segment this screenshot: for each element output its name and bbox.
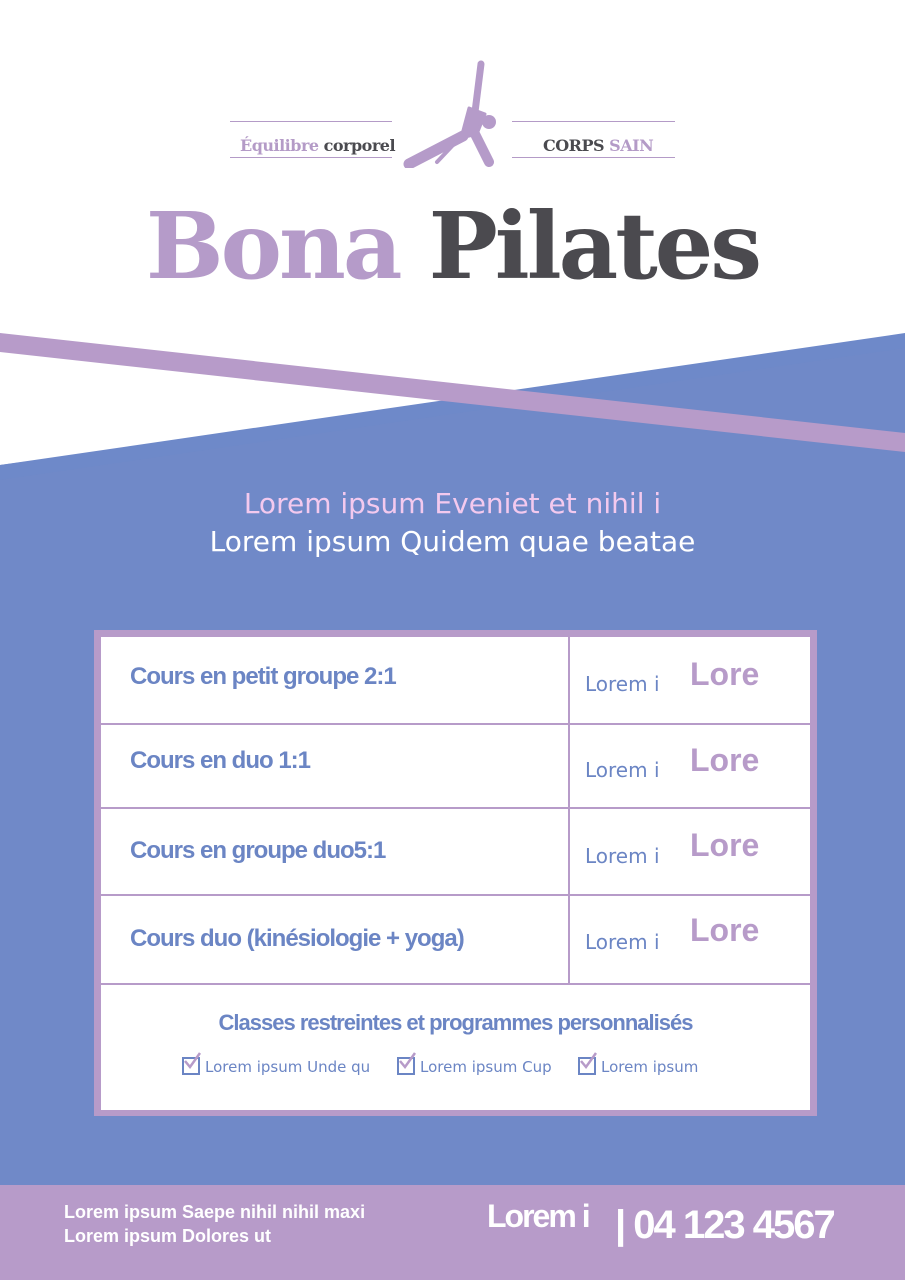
row-divider [101, 894, 810, 896]
row-price: Lore [690, 742, 760, 778]
checkbox-icon [578, 1057, 596, 1075]
row-price: Lore [690, 827, 760, 863]
tag-right-rest: CORPS [543, 136, 605, 155]
yoga-triangle-pose-icon [403, 60, 503, 168]
title-word-2: Pilates [428, 192, 760, 300]
row-divider [101, 723, 810, 725]
row-label: Cours en duo 1:1 [130, 747, 311, 774]
row-note: Lorem i [585, 672, 660, 696]
row-label: Cours duo (kinésiologie + yoga) [130, 925, 464, 952]
check-label: Lorem ipsum Cup [420, 1058, 552, 1076]
checkbox-icon [397, 1057, 415, 1075]
tag-left-rule-bottom [230, 157, 392, 158]
row-note: Lorem i [585, 930, 660, 954]
phone-number[interactable]: | 04 123 4567 [615, 1203, 834, 1247]
intro-line-2: Lorem ipsum Quidem quae beatae [209, 525, 696, 558]
row-price: Lore [690, 912, 760, 948]
tag-right-accent: SAIN [609, 136, 654, 155]
tag-right-rule-bottom [512, 157, 675, 158]
check-label: Lorem ipsum Unde qu [205, 1058, 371, 1076]
tag-right-rule-top [512, 121, 675, 122]
check-item [578, 1057, 698, 1075]
checkbox-icon [182, 1057, 200, 1075]
row-note: Lorem i [585, 758, 660, 782]
tag-left-rule-top [230, 121, 392, 122]
page-title [0, 192, 905, 300]
tag-left-accent: Équilibre [240, 136, 319, 155]
footer-call-label: Lorem i [487, 1198, 589, 1234]
check-item [397, 1057, 552, 1075]
check-label: Lorem ipsum [601, 1058, 699, 1076]
row-label: Cours en petit groupe 2:1 [130, 663, 396, 690]
footer-line-1: Lorem ipsum Saepe nihil nihil maxi [64, 1202, 366, 1222]
row-divider [101, 983, 810, 985]
pricing-table [101, 637, 810, 1110]
row-price: Lore [690, 656, 760, 692]
check-item [182, 1057, 370, 1075]
tag-left [240, 136, 395, 155]
column-divider [568, 637, 570, 985]
intro-line-1: Lorem ipsum Eveniet et nihil i [243, 487, 662, 520]
row-note: Lorem i [585, 844, 660, 868]
row-label: Cours en groupe duo5:1 [130, 837, 386, 864]
tag-left-rest: corporel [323, 136, 396, 155]
footer-line-2: Lorem ipsum Dolores ut [64, 1226, 272, 1246]
classes-title: Classes restreintes et programmes personnalisés [218, 1010, 693, 1035]
title-word-1: Bona [145, 192, 400, 300]
tag-right [543, 136, 653, 155]
row-divider [101, 807, 810, 809]
